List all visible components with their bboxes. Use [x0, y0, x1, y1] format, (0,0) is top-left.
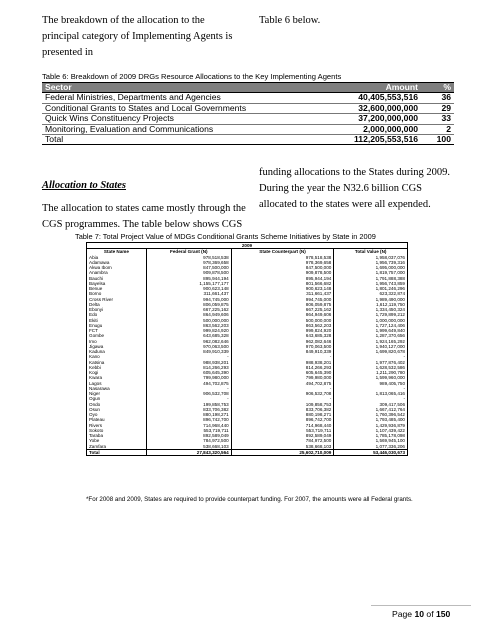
table7-state-cell: Akwa Ibom: [87, 265, 147, 270]
table7-value-cell: 988,938,201: [231, 360, 334, 365]
table7-value-cell: 988,938,201: [146, 360, 231, 365]
table7-value-cell: 1,612,119,750: [334, 302, 408, 307]
table7-state-cell: Jigawa: [87, 344, 147, 349]
table7-value-cell: 895,944,194: [231, 276, 334, 281]
table6-total-pct: 100: [421, 135, 454, 145]
table7-value-cell: 880,198,271: [146, 412, 231, 417]
table7-value-cell: 1,729,899,212: [334, 312, 408, 317]
table6-cell-amount: 32,600,000,000: [297, 103, 421, 113]
table7-state-cell: Cross River: [87, 297, 147, 302]
table7-value-cell: 1,924,165,292: [334, 339, 408, 344]
table7-value-cell: 667,225,162: [231, 307, 334, 312]
table7-footnote: *For 2008 and 2009, States are required to provide counterpart funding. For 2007, the amounts were all Federal grants.: [86, 496, 413, 503]
table7: [86, 242, 408, 456]
table7-state-cell: Ebonyi: [87, 307, 147, 312]
table7-value-cell: 978,369,658: [146, 260, 231, 265]
table7-value-cell: 1,999,649,840: [334, 328, 408, 333]
table7-value-cell: 909,878,500: [231, 270, 334, 275]
table6: [42, 82, 454, 145]
table6-cell-pct: 36: [421, 93, 454, 103]
intro-paragraph-right: Table 6 below.: [259, 15, 321, 26]
table7-value-cell: 784,972,500: [231, 438, 334, 443]
table7-state-cell: Ekiti: [87, 318, 147, 323]
table7-state-cell: Niger: [87, 391, 147, 396]
table7-value-cell: 880,198,271: [231, 412, 334, 417]
table7-value-cell: 849,910,339: [146, 349, 231, 354]
table7-value-cell: 1,107,439,422: [334, 428, 408, 433]
table7-value-cell: 1,801,246,296: [334, 286, 408, 291]
table7-state-cell: Ogun: [87, 396, 147, 401]
table7-value-cell: 999,824,920: [146, 328, 231, 333]
table7-value-cell: 1,287,370,656: [334, 333, 408, 338]
table7-value-cell: 1,977,876,402: [334, 360, 408, 365]
table6-row: [42, 124, 454, 134]
page-of-word: of: [426, 609, 434, 619]
table7-value-cell: 906,532,708: [146, 391, 231, 396]
table7-state-cell: Anambra: [87, 270, 147, 275]
table6-total-row: [42, 135, 454, 145]
table7-value-cell: 553,719,711: [231, 428, 334, 433]
table7-value-cell: 978,369,658: [231, 260, 334, 265]
table7-value-cell: 801,566,682: [231, 281, 334, 286]
table7-value-cell: 309,417,506: [334, 402, 408, 407]
table7-state-cell: Delta: [87, 302, 147, 307]
table7-value-cell: 553,719,711: [146, 428, 231, 433]
table7-value-cell: 970,063,500: [146, 344, 231, 349]
footer-divider: [371, 605, 471, 606]
table7-value-cell: 994,745,000: [231, 297, 334, 302]
table6-cell-sector: Monitoring, Evaluation and Communications: [42, 124, 297, 134]
table7-header-cell: Federal Grant (N): [146, 249, 231, 255]
table7-value-cell: 814,266,293: [231, 365, 334, 370]
table7-value-cell: 864,949,606: [231, 312, 334, 317]
table7-value-cell: -: [231, 396, 334, 401]
table6-cell-amount: 2,000,000,000: [297, 124, 421, 134]
table7-value-cell: 896,742,700: [231, 417, 334, 422]
table7-value-cell: 605,645,390: [146, 370, 231, 375]
table7-value-cell: 538,668,103: [146, 444, 231, 450]
page-current: 10: [414, 609, 425, 619]
table7-value-cell: 500,000,000: [146, 318, 231, 323]
table7-value-cell: 538,668,103: [231, 444, 334, 450]
table7-value-cell: 863,562,203: [231, 323, 334, 328]
table7-state-cell: Yobe: [87, 438, 147, 443]
table6-cell-amount: 40,405,553,516: [297, 93, 421, 103]
table7-value-cell: 847,500,000: [231, 265, 334, 270]
table7-value-cell: -: [146, 396, 231, 401]
table6-row: [42, 103, 454, 113]
table7-state-cell: Kaduna: [87, 349, 147, 354]
table6-total-sector: Total: [42, 135, 297, 145]
table6-header-row: [42, 83, 454, 93]
page-word: Page: [392, 609, 413, 619]
table7-value-cell: 494,702,875: [146, 381, 231, 386]
table7-value-cell: 970,063,500: [231, 344, 334, 349]
table7-state-cell: Nasarawa: [87, 386, 147, 391]
table6-cell-pct: 33: [421, 114, 454, 124]
table7-value-cell: 1,760,396,542: [334, 412, 408, 417]
table7-state-cell: Rivers: [87, 423, 147, 428]
table7-value-cell: 906,532,708: [231, 391, 334, 396]
table7-value-cell: -: [334, 386, 408, 391]
table7-value-cell: 1,429,936,879: [334, 423, 408, 428]
table7-value-cell: 896,742,700: [146, 417, 231, 422]
table7-state-cell: Ondo: [87, 402, 147, 407]
table7-state-cell: FCT: [87, 328, 147, 333]
table7-value-cell: 909,878,500: [146, 270, 231, 275]
table7-value-cell: 605,645,390: [231, 370, 334, 375]
table7-value-cell: 1,695,000,000: [334, 265, 408, 270]
table7-value-cell: 1,813,065,416: [334, 391, 408, 396]
table7-state-cell: Plateau: [87, 417, 147, 422]
table7-value-cell: 978,518,538: [146, 255, 231, 260]
table7-value-cell: 311,661,437: [231, 291, 334, 296]
table7-value-cell: 199,858,753: [146, 402, 231, 407]
table7-value-cell: -: [334, 396, 408, 401]
table7-value-cell: 864,949,606: [146, 312, 231, 317]
table7-value-cell: 667,225,162: [146, 307, 231, 312]
table7-value-cell: 714,968,440: [231, 423, 334, 428]
table7-header-cell: State Counterpart (N): [231, 249, 334, 255]
table6-cell-pct: 29: [421, 103, 454, 113]
table6-total-amount: 112,205,553,516: [297, 135, 421, 145]
table6-cell-sector: Federal Ministries, Departments and Agencies: [42, 93, 297, 103]
table7-state-cell: Imo: [87, 339, 147, 344]
table7-value-cell: 784,972,500: [146, 438, 231, 443]
table7-value-cell: -: [334, 354, 408, 359]
table7-value-cell: -: [231, 386, 334, 391]
table7-header-cell: Total Value (N): [334, 249, 408, 255]
table7-value-cell: 1,956,739,316: [334, 260, 408, 265]
table7-state-cell: Oyo: [87, 412, 147, 417]
table7-total-value: 25,602,710,009: [231, 449, 334, 455]
table7-value-cell: 806,059,875: [146, 302, 231, 307]
table7-header-cell: State Name: [87, 249, 147, 255]
table7-value-cell: 892,589,049: [146, 433, 231, 438]
table7-total-value: 53,446,030,673: [334, 449, 408, 455]
table7-state-cell: Katsina: [87, 360, 147, 365]
table7-value-cell: 978,518,538: [231, 255, 334, 260]
table7-value-cell: 892,589,049: [231, 433, 334, 438]
table7-state-cell: Benue: [87, 286, 147, 291]
table7-value-cell: 1,211,290,780: [334, 370, 408, 375]
table7-value-cell: 1,956,743,859: [334, 281, 408, 286]
table7-state-cell: Edo: [87, 312, 147, 317]
table7-value-cell: -: [146, 354, 231, 359]
table7-state-cell: Kwara: [87, 375, 147, 380]
table7-value-cell: 1,599,960,000: [334, 375, 408, 380]
table7-state-cell: Gombe: [87, 333, 147, 338]
table7-value-cell: 1,077,336,206: [334, 444, 408, 450]
table7-state-cell: Borno: [87, 291, 147, 296]
table7-value-cell: 1,785,178,098: [334, 433, 408, 438]
table7-value-cell: 962,082,646: [146, 339, 231, 344]
table7-value-cell: 1,989,490,000: [334, 297, 408, 302]
table7-value-cell: 847,500,000: [146, 265, 231, 270]
table7-state-cell: Kebbi: [87, 365, 147, 370]
table7-value-cell: 900,623,148: [146, 286, 231, 291]
table6-cell-sector: Quick Wins Constituency Projects: [42, 114, 297, 124]
table7-value-cell: 1,569,945,100: [334, 438, 408, 443]
intro-paragraph-left: The breakdown of the allocation to the principal category of Implementing Agents is presented in: [42, 15, 233, 58]
table7-state-cell: Abia: [87, 255, 147, 260]
table7-state-cell: Osun: [87, 407, 147, 412]
table7-value-cell: 494,702,875: [231, 381, 334, 386]
table7-value-cell: 714,968,440: [146, 423, 231, 428]
table7-state-cell: Sokoto: [87, 428, 147, 433]
page-number: [392, 609, 450, 619]
table7-value-cell: -: [231, 354, 334, 359]
table6-row: [42, 114, 454, 124]
table7-value-cell: 900,623,148: [231, 286, 334, 291]
table7-state-cell: Lagos: [87, 381, 147, 386]
table7-state-cell: Taraba: [87, 433, 147, 438]
allocation-heading: Allocation to States: [42, 180, 127, 191]
table7-value-cell: 799,980,000: [231, 375, 334, 380]
table7-value-cell: 814,266,293: [146, 365, 231, 370]
table7-value-cell: 1,793,485,400: [334, 417, 408, 422]
table7-state-cell: Kano: [87, 354, 147, 359]
table7-total-row: [87, 449, 408, 455]
table7-value-cell: 999,824,920: [231, 328, 334, 333]
table7-state-cell: Kogi: [87, 370, 147, 375]
table7-state-cell: Enugu: [87, 323, 147, 328]
allocation-paragraph-left: The allocation to states came mostly through the CGS programmes. The table below shows CGS: [42, 203, 246, 230]
table7-value-cell: 1,819,757,000: [334, 270, 408, 275]
table7-value-cell: 806,059,875: [231, 302, 334, 307]
table7-value-cell: 1,727,124,406: [334, 323, 408, 328]
table7-value-cell: 962,082,646: [231, 339, 334, 344]
table7-value-cell: 863,562,203: [146, 323, 231, 328]
table7-value-cell: 643,685,328: [231, 333, 334, 338]
table7-value-cell: 1,940,127,000: [334, 344, 408, 349]
table7-value-cell: 833,706,382: [146, 407, 231, 412]
table7-value-cell: 1,155,177,177: [146, 281, 231, 286]
table7-state-cell: Zamfara: [87, 444, 147, 450]
table7-value-cell: 895,944,194: [146, 276, 231, 281]
table6-cell-amount: 37,200,000,000: [297, 114, 421, 124]
table7-value-cell: 1,791,888,388: [334, 276, 408, 281]
table7-value-cell: 989,405,750: [334, 381, 408, 386]
table7-value-cell: -: [146, 386, 231, 391]
table7-value-cell: 833,706,382: [231, 407, 334, 412]
table7-value-cell: 1,628,532,586: [334, 365, 408, 370]
table6-header-sector: Sector: [42, 83, 297, 93]
table7-caption: Table 7: Total Project Value of MDGs Conditional Grants Scheme Initiatives by State in 2009: [75, 232, 376, 241]
table7-state-cell: Adamawa: [87, 260, 147, 265]
table6-header-pct: %: [421, 83, 454, 93]
table6-header-amount: Amount: [297, 83, 421, 93]
table6-cell-sector: Conditional Grants to States and Local Governments: [42, 103, 297, 113]
table7-value-cell: 849,910,339: [231, 349, 334, 354]
table7-value-cell: 1,699,820,678: [334, 349, 408, 354]
allocation-paragraph-right: funding allocations to the States during 2009. During the year the N32.6 billion CGS allocated to the states were all expended.: [259, 167, 451, 210]
table7-value-cell: 623,322,874: [334, 291, 408, 296]
table7-state-cell: Bauchi: [87, 276, 147, 281]
page-total: 150: [435, 609, 451, 619]
table6-cell-pct: 2: [421, 124, 454, 134]
table7-value-cell: 643,685,328: [146, 333, 231, 338]
table7-total-label: Total: [87, 449, 147, 455]
table7-state-cell: Bayelsa: [87, 281, 147, 286]
table7-year: 2009: [87, 243, 408, 249]
table7-value-cell: 311,661,437: [146, 291, 231, 296]
table7-total-value: 27,843,320,564: [146, 449, 231, 455]
table6-row: [42, 93, 454, 103]
table7-value-cell: 1,667,412,764: [334, 407, 408, 412]
table7-value-cell: 109,858,753: [231, 402, 334, 407]
table6-caption: Table 6: Breakdown of 2009 DRGs Resource Allocations to the Key Implementing Agents: [42, 72, 342, 81]
table7-value-cell: 1,334,450,324: [334, 307, 408, 312]
table7-value-cell: 500,000,000: [231, 318, 334, 323]
table7-value-cell: 1,000,000,000: [334, 318, 408, 323]
table7-value-cell: 799,980,000: [146, 375, 231, 380]
table7-value-cell: 1,958,037,076: [334, 255, 408, 260]
table7-value-cell: 994,745,000: [146, 297, 231, 302]
